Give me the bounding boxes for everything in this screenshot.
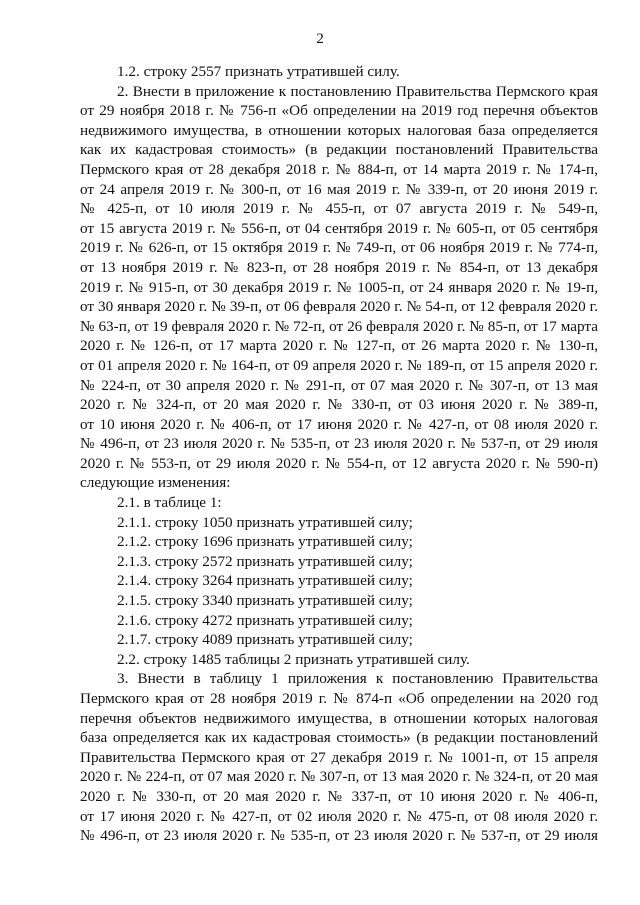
list-item [80,571,598,591]
text-line: от 01 апреля 2020 г. № 164-п, от 09 апреля 2020 г. № 189-п, от 15 апреля 2020 г. [80,356,598,374]
list-item [80,552,598,572]
document-body [80,62,598,846]
text-line: 2.1.7. строку 4089 признать утратившей силу; [117,631,413,649]
list-item [80,513,598,533]
text-line: Пермского края от 28 декабря 2018 г. № 884-п, от 14 марта 2019 г. № 174-п, [80,160,598,178]
text-line: 2019 г. № 626-п, от 15 октября 2019 г. № 749-п, от 06 ноября 2019 г. № 774-п, [80,239,598,257]
paragraph [80,669,598,845]
list-item [80,62,598,82]
list-item [80,532,598,552]
text-line: № 496-п, от 23 июля 2020 г. № 535-п, от 23 июля 2020 г. № 537-п, от 29 июля [80,827,598,845]
text-line: от 29 ноября 2018 г. № 756-п «Об определении на 2019 год перечня объектов [80,102,598,120]
text-line: перечня объектов недвижимого имущества, в отношении которых налоговая [80,709,598,727]
text-line: 2.1.1. строку 1050 признать утратившей силу; [117,513,413,531]
text-line: 2.1.3. строку 2572 признать утратившей силу; [117,552,413,570]
text-line: 2.1.6. строку 4272 признать утратившей силу; [117,611,413,629]
list-item [80,591,598,611]
text-line: 2.1.2. строку 1696 признать утратившей силу; [117,533,413,551]
text-line: 2.1. в таблице 1: [117,494,222,512]
text-line: 2019 г. № 915-п, от 30 декабря 2019 г. № 1005-п, от 24 января 2020 г. № 19-п, [80,278,598,296]
paragraph [80,82,598,493]
text-line: 2.2. строку 1485 таблицы 2 признать утратившей силу. [117,650,470,668]
text-line: как их кадастровая стоимость» (в редакции постановлений Правительства [80,141,598,159]
list-item [80,611,598,631]
text-line: 2020 г. № 553-п, от 29 июля 2020 г. № 554-п, от 12 августа 2020 г. № 590-п) [80,454,598,472]
text-line: 2.1.4. строку 3264 признать утратившей силу; [117,572,413,590]
text-line: № 224-п, от 30 апреля 2020 г. № 291-п, от 07 мая 2020 г. № 307-п, от 13 мая [80,376,598,394]
text-line: 2. Внести в приложение к постановлению Правительства Пермского края [117,82,598,100]
text-line: база определяется как их кадастровая стоимость» (в редакции постановлений [80,729,598,747]
page-number: 2 [316,30,324,47]
text-line: от 10 июня 2020 г. № 406-п, от 17 июня 2020 г. № 427-п, от 08 июля 2020 г. [80,415,598,433]
text-line: от 17 июня 2020 г. № 427-п, от 02 июля 2020 г. № 475-п, от 08 июля 2020 г. [80,807,598,825]
text-line: от 24 апреля 2019 г. № 300-п, от 16 мая 2019 г. № 339-п, от 20 июня 2019 г. [80,180,598,198]
text-line: 2.1.5. строку 3340 признать утратившей силу; [117,592,413,610]
list-item [80,493,598,513]
list-item [80,650,598,670]
text-line: № 425-п, от 10 июля 2019 г. № 455-п, от 07 августа 2019 г. № 549-п, [80,200,598,218]
text-line: от 30 января 2020 г. № 39-п, от 06 февраля 2020 г. № 54-п, от 12 февраля 2020 г. [80,298,598,316]
text-line: следующие изменения: [80,474,231,492]
text-line: № 496-п, от 23 июля 2020 г. № 535-п, от 23 июля 2020 г. № 537-п, от 29 июля [80,435,598,453]
text-line: Правительства Пермского края от 27 декабря 2019 г. № 1001-п, от 15 апреля [80,748,598,766]
list-item [80,630,598,650]
text-line: 2020 г. № 330-п, от 20 мая 2020 г. № 337-п, от 10 июня 2020 г. № 406-п, [80,787,598,805]
text-line: 2020 г. № 324-п, от 20 мая 2020 г. № 330-п, от 03 июня 2020 г. № 389-п, [80,396,598,414]
text-line: № 63-п, от 19 февраля 2020 г. № 72-п, от 26 февраля 2020 г. № 85-п, от 17 марта [80,317,598,335]
text-line: 2020 г. № 126-п, от 17 марта 2020 г. № 127-п, от 26 марта 2020 г. № 130-п, [80,337,598,355]
text-line: Пермского края от 28 ноября 2019 г. № 874-п «Об определении на 2020 год [80,690,598,707]
text-line: от 13 ноября 2019 г. № 823-п, от 28 ноября 2019 г. № 854-п, от 13 декабря [80,258,598,276]
text-line: от 15 августа 2019 г. № 556-п, от 04 сентября 2019 г. № 605-п, от 05 сентября [80,219,598,237]
text-line: 3. Внести в таблицу 1 приложения к постановлению Правительства [117,670,598,688]
text-line: 2020 г. № 224-п, от 07 мая 2020 г. № 307-п, от 13 мая 2020 г. № 324-п, от 20 мая [80,768,598,786]
text-line: недвижимого имущества, в отношении которых налоговая база определяется [80,121,598,139]
text-line: 1.2. строку 2557 признать утратившей силу. [117,63,400,80]
